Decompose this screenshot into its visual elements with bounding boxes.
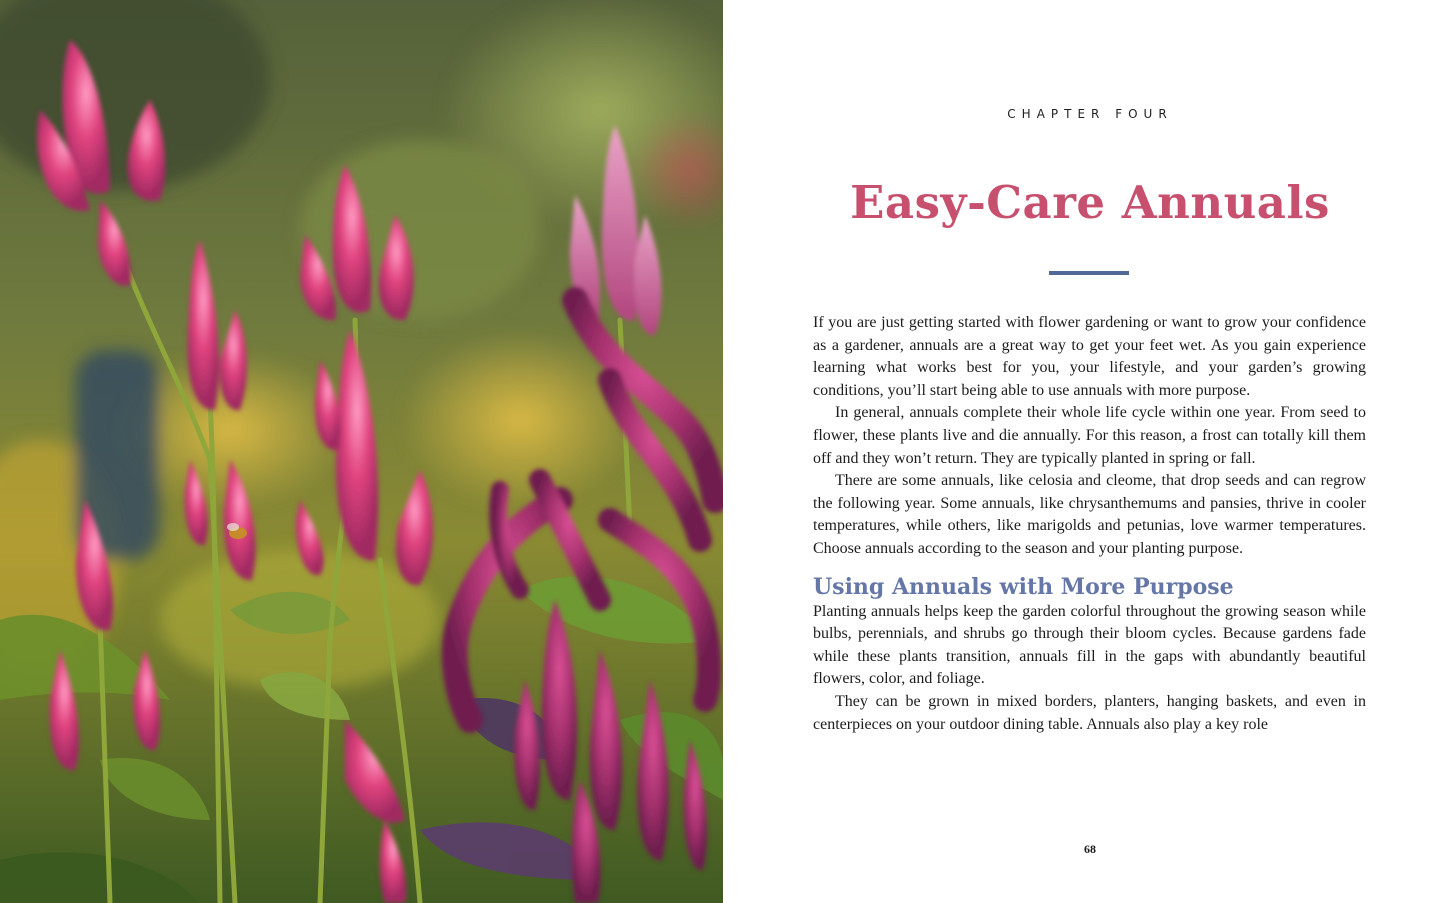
title-rule	[1049, 271, 1129, 275]
body-paragraph: Planting annuals helps keep the garden colorful throughout the growing season while bulbs, perennials, and shrubs go through their bloom cycles. Because gardens fade while these plants transition, annuals fill in the gaps with abundantly beautiful flowers, color, and foliage.	[813, 602, 1366, 688]
body-paragraph: In general, annuals complete their whole life cycle within one year. From seed to flower, these plants live and die annually. For this reason, a frost can totally kill them off and they won’t return. They are typically planted in spring or fall.	[813, 404, 1366, 467]
page-number: 68	[1084, 842, 1096, 856]
chapter-label: CHAPTER FOUR	[1007, 107, 1173, 121]
body-paragraph: They can be grown in mixed borders, planters, hanging baskets, and even in centerpieces on your outdoor dining table. Annuals also play a key role	[813, 692, 1366, 733]
body-paragraph: There are some annuals, like celosia and cleome, that drop seeds and can regrow the following year. Some annuals, like chrysanthemums and pansies, thrive in cooler temperatures, while others, like marigolds and petunias, love warmer temperatures. Choose annuals according to the season and your planting purpose.	[813, 472, 1366, 557]
text-page	[723, 0, 1445, 903]
section-subheading: Using Annuals with More Purpose	[813, 573, 1234, 600]
chapter-title: Easy-Care Annuals	[850, 176, 1330, 229]
body-paragraph: If you are just getting started with flower gardening or want to grow your confidence as a gardener, annuals are a great way to get your feet wet. As you gain experience learning what works best for you, your lifestyle, and your garden’s growing conditions, you’ll start being able to use annuals with more purpose.	[813, 314, 1366, 399]
body-text	[813, 312, 1366, 736]
